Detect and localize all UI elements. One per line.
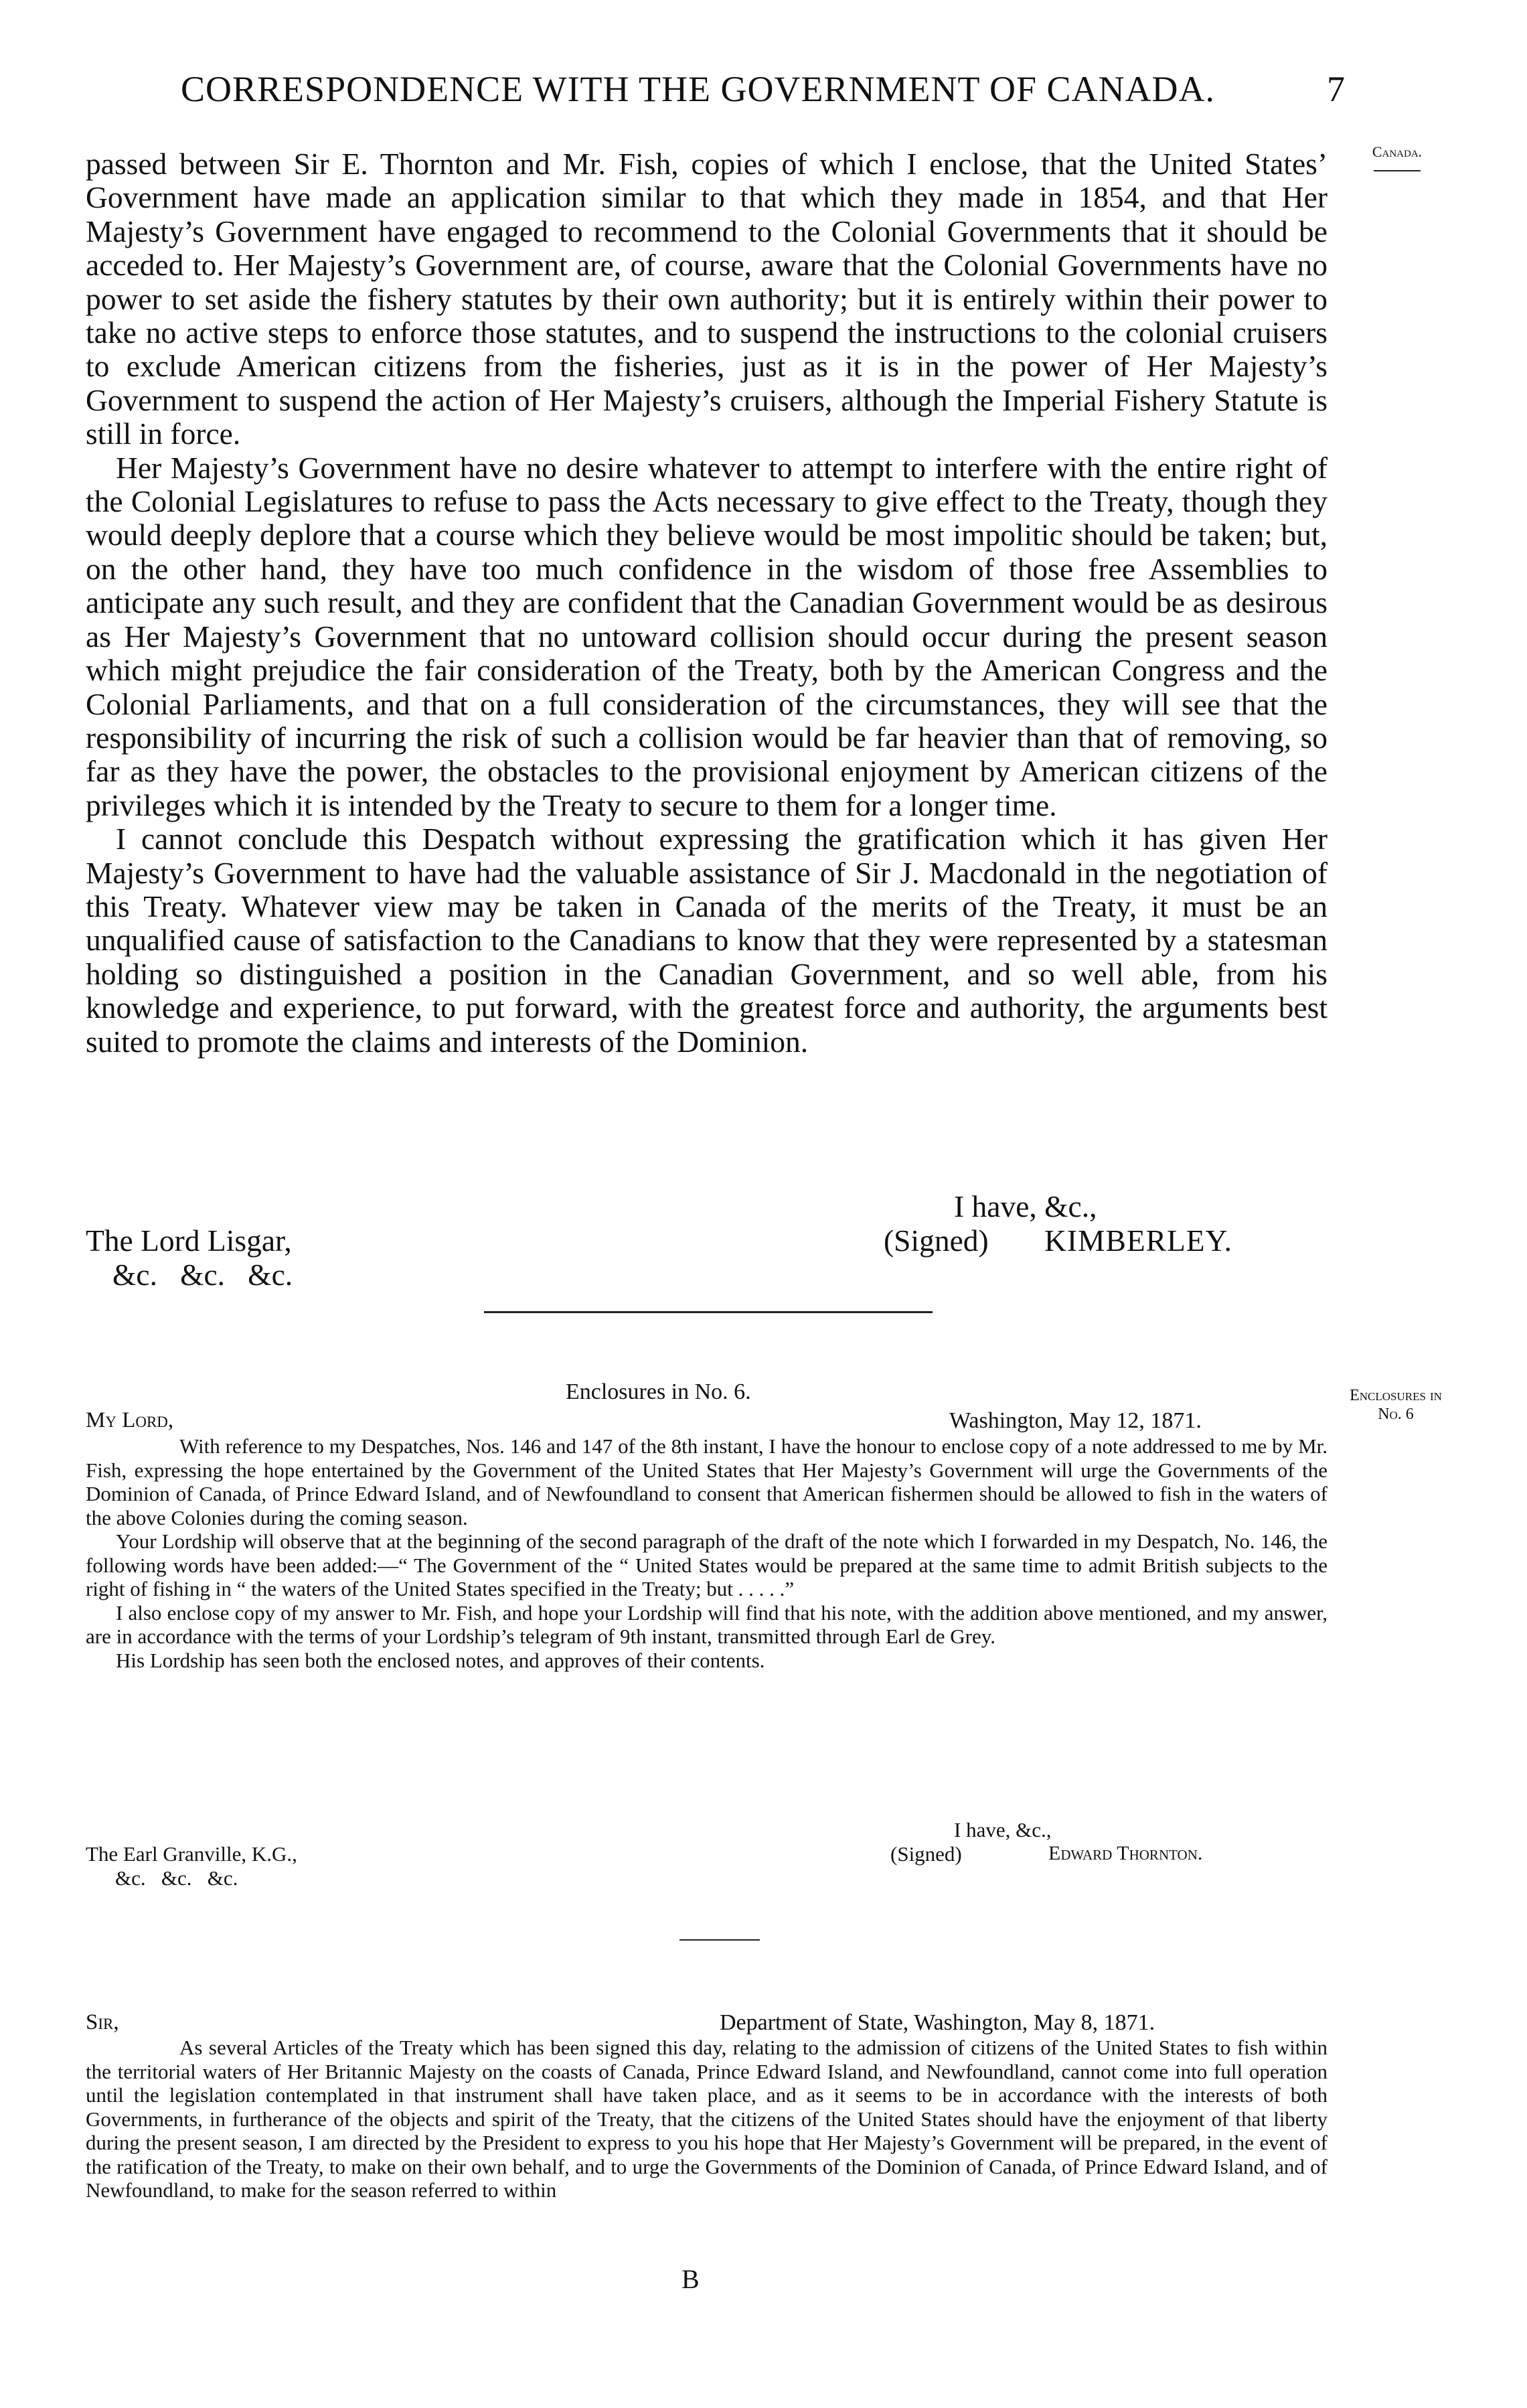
despatch-signature: KIMBERLEY.: [1044, 1223, 1232, 1258]
despatch-closing: I have, &c.,: [954, 1189, 1097, 1223]
despatch-addressee: The Lord Lisgar,: [86, 1223, 292, 1258]
despatch-paragraph: passed between Sir E. Thornton and Mr. Fish, copies of which I enclose, that the United States’ Government have made an application similar to that which they made in 1854, and that Her Majesty’s Government have engaged to recommend to the Colonial Governments that it should be acceded to. Her Majesty’s Government are, of course, aware that the Colonial Governments have no power to set aside the fishery statutes by their own authority; but it is entirely within their power to take no active steps to enforce those statutes, and to suspend the instructions to the colonial cruisers to exclude American citizens from the fisheries, just as it is in the power of Her Majesty’s Government to suspend the action of Her Majesty’s cruisers, although the Imperial Fishery Statute is still in force.: [86, 147, 1328, 451]
letter1-salutation: [86, 1408, 173, 1433]
despatch-paragraph: I cannot conclude this Despatch without expressing the gratification which it has given Her Majesty’s Government to have had the valuable assistance of Sir J. Macdonald in the negotiation of this Treaty. Whatever view may be taken in Canada of the merits of the Treaty, it must be an unqualified cause of satisfaction to the Canadians to know that they were represented by a statesman holding so distinguished a position in the Canadian Government, and so well able, from his knowledge and experience, to put forward, with the greatest force and authority, the arguments best suited to promote the claims and interests of the Dominion.: [86, 822, 1328, 1059]
letter1-paragraph: His Lordship has seen both the enclosed notes, and approves of their contents.: [116, 1648, 765, 1672]
letter2-salutation-text: Sir,: [86, 2010, 119, 2034]
signature-mark: B: [681, 2264, 700, 2294]
letter1-paragraph: With reference to my Despatches, Nos. 146 and 147 of the 8th instant, I have the honour to enclose copy of a note addressed to me by Mr. Fish, expressing the hope entertained by the Government of the United States that Her Majesty’s Government will urge the Governments of the Dominion of Canada, of Prince Edward Island, and of Newfoundland to consent that American fishermen should be allowed to fish in the waters of the above Colonies during the coming season.: [86, 1434, 1328, 1529]
letter2-salutation: [86, 2010, 119, 2035]
page-number: 7: [1327, 69, 1346, 109]
letter-divider: [679, 1939, 760, 1941]
letter2-body: [86, 2036, 1328, 2202]
letter1-closing: I have, &c.,: [954, 1818, 1052, 1841]
letter2-paragraph: As several Articles of the Treaty which has been signed this day, relating to the admission of citizens of the United States to fish within the territorial waters of Her Britannic Majesty on the coasts of Canada, Prince Edward Island, and Newfoundland, cannot come into full operation until the legislation contemplated in that instrument shall have taken place, and as it seems to be in accordance with the interests of both Governments, in furtherance of the objects and spirit of the Treaty, that the citizens of the United States should have the enjoyment of that liberty during the present season, I am directed by the President to express to you his hope that Her Majesty’s Government will be prepared, in the event of the ratification of the Treaty, to make on their own behalf, and to urge the Governments of the Dominion of Canada, of Prince Edward Island, and of Newfoundland, to make for the season referred to within: [86, 2036, 1328, 2202]
letter1-addressee: The Earl Granville, K.G.,: [86, 1842, 297, 1866]
despatch-addressee-etc: &c. &c. &c.: [112, 1258, 293, 1292]
margin-note-rule: [1374, 170, 1421, 171]
despatch-paragraph: Her Majesty’s Government have no desire whatever to attempt to interfere with the entire right of the Colonial Legislatures to refuse to pass the Acts necessary to give effect to the Treaty, though they would deeply deplore that a course which they believe would be most impolitic should be taken; but, on the other hand, they have too much confidence in the wisdom of those free Assemblies to anticipate any such result, and they are confident that the Canadian Government would be as desirous as Her Majesty’s Government that no untoward collision should occur during the present season which might prejudice the fair consideration of the Treaty, both by the American Congress and the Colonial Parliaments, and that on a full consideration of the circumstances, they will see that the responsibility of incurring the risk of such a collision would be far heavier than that of removing, so far as they have the power, the obstacles to the provisional enjoyment by American citizens of the privileges which it is intended by the Treaty to secure to them for a longer time.: [86, 450, 1328, 822]
letter2-place-date: Department of State, Washington, May 8, 1871.: [720, 2010, 1155, 2035]
margin-note-canada-text: Canada.: [1372, 143, 1423, 160]
letter1-addressee-etc: &c. &c. &c.: [115, 1866, 238, 1890]
section-divider: [484, 1311, 933, 1313]
margin-note-enclosures: [1329, 1386, 1463, 1424]
letter1-place-date: Washington, May 12, 1871.: [949, 1408, 1202, 1433]
letter1-signature-text: Edward Thornton.: [1048, 1842, 1203, 1864]
margin-note-enclosures-line: No. 6: [1378, 1406, 1414, 1423]
despatch-signed: (Signed): [884, 1223, 989, 1258]
letter1-paragraph: I also enclose copy of my answer to Mr. Fish, and hope your Lordship will find that his note, with the addition above mentioned, and my answer, are in accordance with the terms of your Lordship’s telegram of 9th instant, transmitted through Earl de Grey.: [86, 1600, 1328, 1648]
letter1-signature: [1048, 1842, 1202, 1865]
running-header: [181, 68, 1346, 110]
letter1-signed: (Signed): [890, 1842, 962, 1866]
despatch-body: [86, 147, 1328, 1059]
page-header-title: CORRESPONDENCE WITH THE GOVERNMENT OF CANADA.: [181, 69, 1216, 109]
margin-note-canada: [1354, 143, 1441, 171]
letter1-salutation-text: My Lord,: [86, 1408, 174, 1432]
enclosures-heading: Enclosures in No. 6.: [566, 1379, 751, 1404]
letter1-body: [86, 1434, 1328, 1672]
letter1-paragraph: Your Lordship will observe that at the beginning of the second paragraph of the draft of the note which I forwarded in my Despatch, No. 146, the following words have been added:—“ The Government of the “ United States would be prepared at the same time to admit British subjects to the right of fishing in “ the waters of the United States specified in the Treaty; but . . . . .”: [86, 1529, 1328, 1600]
margin-note-enclosures-line: Enclosures in: [1350, 1387, 1442, 1404]
